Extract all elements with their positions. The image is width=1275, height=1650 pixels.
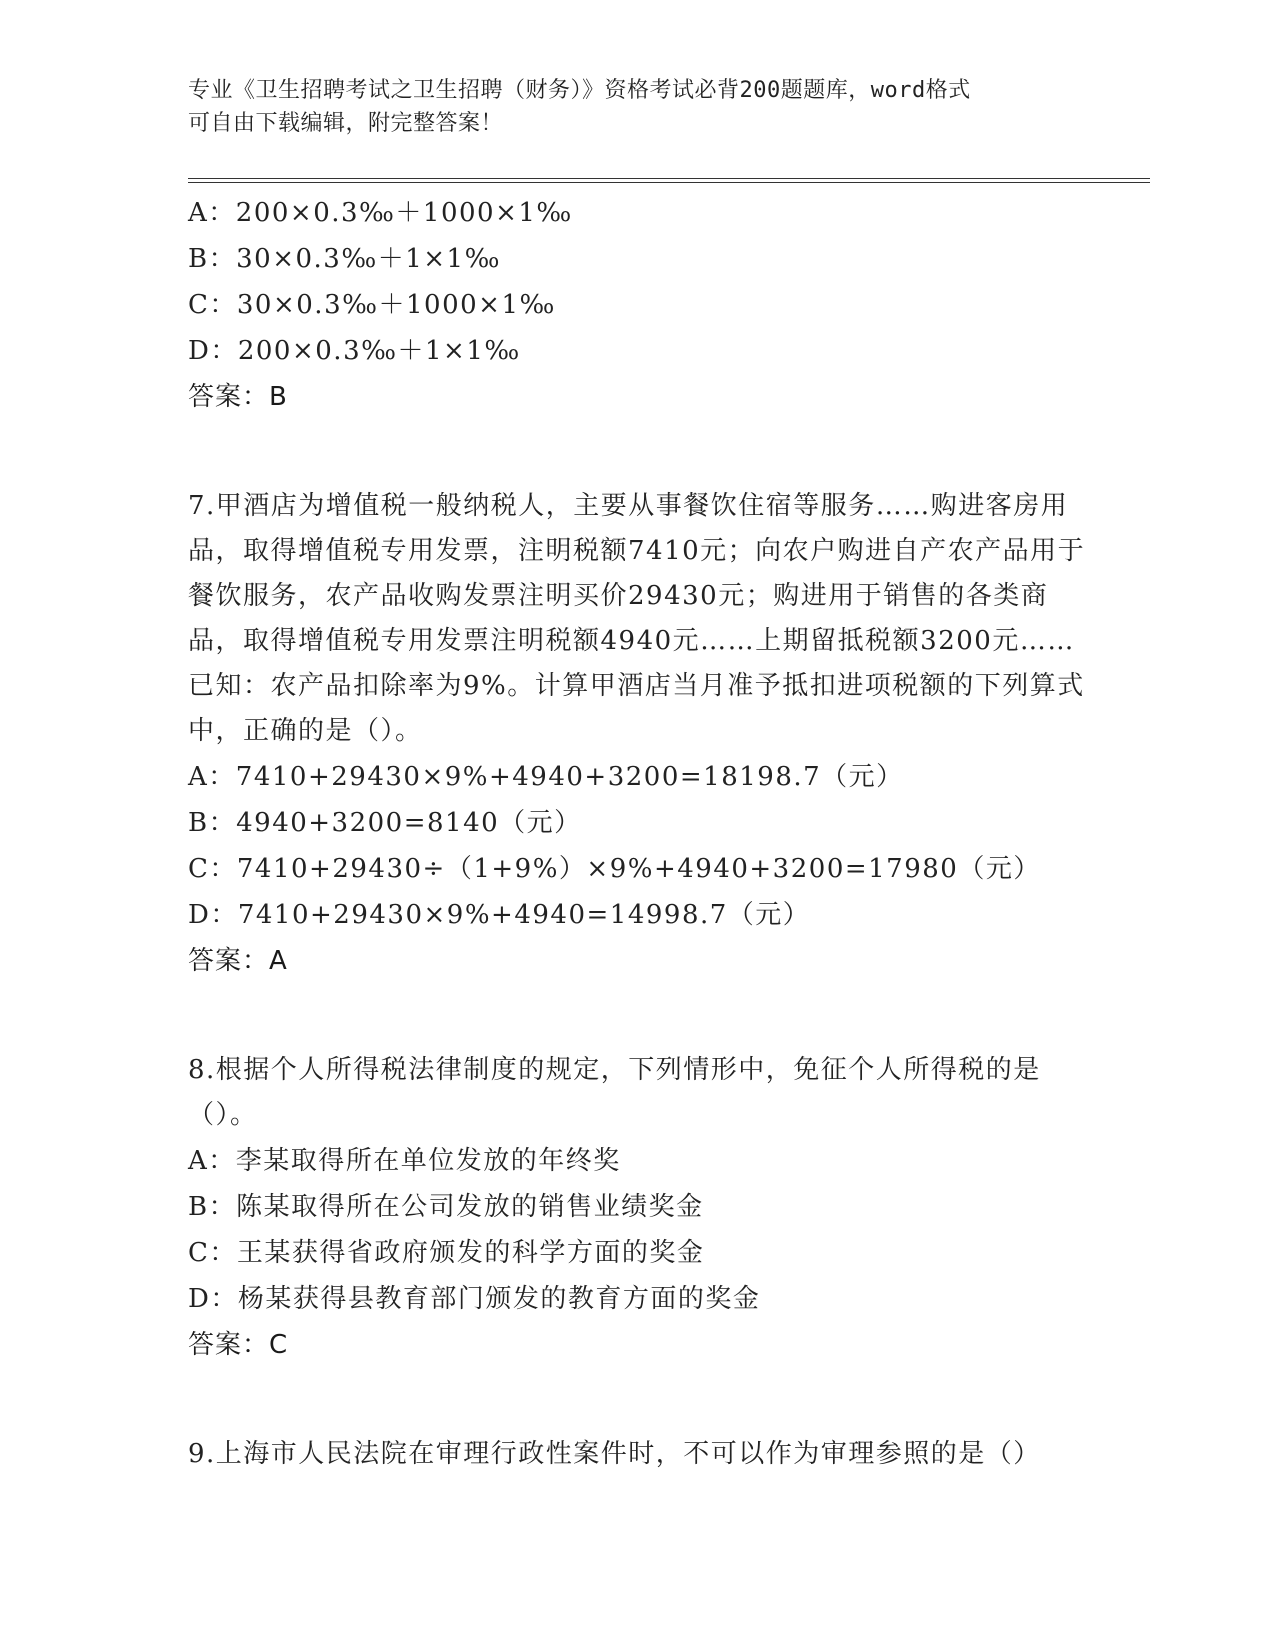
option-a: A：7410+29430×9%+4940+3200=18198.7（元） <box>188 762 904 792</box>
document-header <box>188 74 1088 140</box>
header-title-line-2: 可自由下载编辑，附完整答案！ <box>188 111 504 136</box>
option-d: D：200×0.3‰＋1×1‰ <box>188 336 521 366</box>
answer-line: 答案：A <box>188 946 288 976</box>
answer-line: 答案：C <box>188 1330 289 1360</box>
question-text: 9.上海市人民法院在审理行政性案件时，不可以作为审理参照的是（） <box>188 1439 1041 1469</box>
option-b: B：4940+3200=8140（元） <box>188 808 582 838</box>
spacer <box>188 1368 1088 1414</box>
spacer <box>188 420 1088 466</box>
option-a: A：李某取得所在单位发放的年终奖 <box>188 1146 621 1176</box>
answer-line: 答案：B <box>188 382 288 412</box>
header-divider <box>188 178 1150 183</box>
option-a: A：200×0.3‰＋1000×1‰ <box>188 198 573 228</box>
question-8-block <box>188 1048 1088 1368</box>
option-d: D：杨某获得县教育部门颁发的教育方面的奖金 <box>188 1284 761 1314</box>
option-d: D：7410+29430×9%+4940=14998.7（元） <box>188 900 811 930</box>
option-c: C：30×0.3‰＋1000×1‰ <box>188 290 556 320</box>
question-6-block <box>188 190 1088 420</box>
question-text: 7.甲酒店为增值税一般纳税人，主要从事餐饮住宿等服务……购进客房用品，取得增值税专用发票，注明税额7410元；向农户购进自产农产品用于餐饮服务，农产品收购发票注明买价29430元；购进用于销售的各类商品，取得增值税专用发票注明税额4940元……上期留抵税额3200元……已知：农产品扣除率为9%。计算甲酒店当月准予抵扣进项税额的下列算式中，正确的是（）。 <box>188 491 1086 746</box>
document-body <box>188 190 1088 1477</box>
question-9-block <box>188 1432 1088 1477</box>
spacer <box>188 984 1088 1030</box>
option-b: B：陈某取得所在公司发放的销售业绩奖金 <box>188 1192 704 1222</box>
option-b: B：30×0.3‰＋1×1‰ <box>188 244 501 274</box>
question-text: 8.根据个人所得税法律制度的规定，下列情形中，免征个人所得税的是（）。 <box>188 1055 1041 1130</box>
header-title-line-1: 专业《卫生招聘考试之卫生招聘（财务）》资格考试必背200题题库，word格式 <box>188 78 971 103</box>
option-c: C：7410+29430÷（1+9%）×9%+4940+3200=17980（元） <box>188 854 1041 884</box>
question-7-block <box>188 484 1088 984</box>
option-c: C：王某获得省政府颁发的科学方面的奖金 <box>188 1238 705 1268</box>
